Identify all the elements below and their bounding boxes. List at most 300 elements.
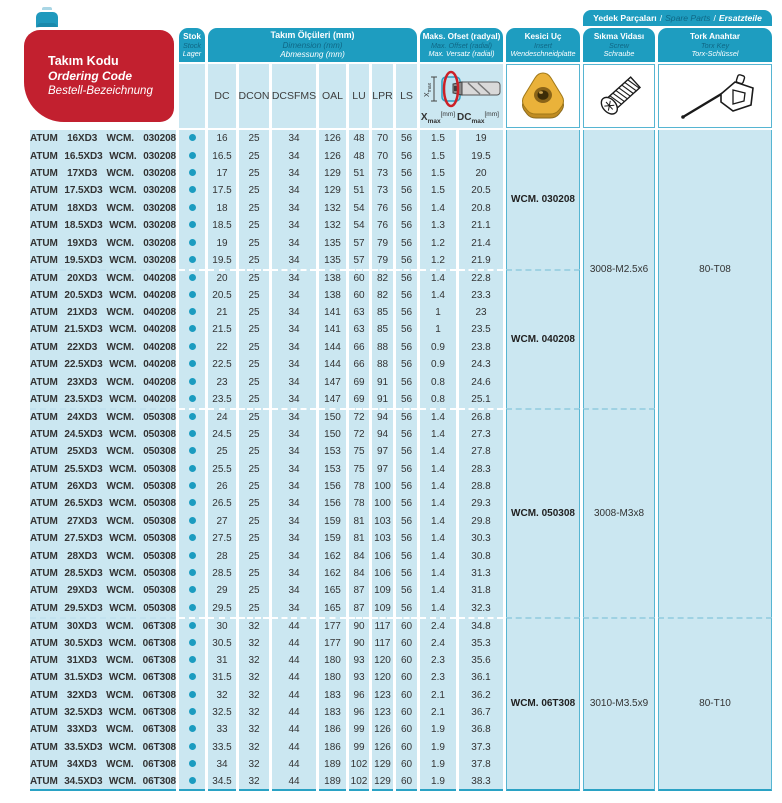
stock-available-dot (189, 256, 196, 263)
lpr-cell: 91 (372, 373, 393, 390)
dcon-cell: 32 (239, 617, 269, 634)
dcsfms-cell: 34 (272, 339, 316, 356)
xmax-cell: 1.4 (420, 460, 456, 477)
dc-cell: 21 (208, 304, 236, 321)
lpr-cell: 106 (372, 565, 393, 582)
lu-cell: 99 (349, 739, 369, 756)
stock-cell (179, 391, 205, 408)
oal-cell: 180 (319, 652, 346, 669)
spare-parts-label-tr: Yedek Parçaları (593, 13, 657, 23)
oal-cell: 150 (319, 408, 346, 425)
dc-cell: 16.5 (208, 147, 236, 164)
stock-available-dot (189, 308, 196, 315)
oal-cell: 126 (319, 130, 346, 147)
ls-cell: 56 (396, 217, 417, 234)
lu-cell: 78 (349, 478, 369, 495)
oal-cell: 144 (319, 356, 346, 373)
stock-available-dot (189, 152, 196, 159)
dcon-cell: 25 (239, 130, 269, 147)
stock-cell (179, 252, 205, 269)
lu-cell: 93 (349, 652, 369, 669)
stock-cell (179, 721, 205, 738)
oal-cell: 189 (319, 773, 346, 790)
oal-cell: 150 (319, 426, 346, 443)
dc-cell: 33.5 (208, 739, 236, 756)
dcon-cell: 25 (239, 513, 269, 530)
dcon-cell: 25 (239, 495, 269, 512)
ordering-code-cell: ATUM 18XD3 WCM. 030208 (30, 200, 176, 217)
ordering-code-cell: ATUM 19XD3 WCM. 030208 (30, 234, 176, 251)
ls-cell: 56 (396, 356, 417, 373)
oal-cell: 132 (319, 200, 346, 217)
stock-cell (179, 460, 205, 477)
product-table (27, 130, 775, 791)
stock-available-dot (189, 517, 196, 524)
dcsfms-cell: 34 (272, 408, 316, 425)
xmax-cell: 1.5 (420, 147, 456, 164)
oal-cell: 141 (319, 321, 346, 338)
table-row (30, 130, 772, 147)
dcon-cell: 25 (239, 339, 269, 356)
xmax-cell: 0.9 (420, 356, 456, 373)
dc-cell: 20 (208, 269, 236, 286)
lpr-cell: 97 (372, 460, 393, 477)
dcmax-cell: 37.8 (459, 756, 503, 773)
lpr-cell: 126 (372, 721, 393, 738)
dcmax-cell: 37.3 (459, 739, 503, 756)
ordering-code-cell: ATUM 31.5XD3 WCM. 06T308 (30, 669, 176, 686)
stock-cell (179, 478, 205, 495)
dcmax-cell: 31.8 (459, 582, 503, 599)
stock-available-dot (189, 656, 196, 663)
dcon-cell: 25 (239, 443, 269, 460)
dcmax-cell: 25.1 (459, 391, 503, 408)
lu-cell: 60 (349, 287, 369, 304)
dcon-cell: 32 (239, 687, 269, 704)
dc-cell: 24 (208, 408, 236, 425)
ordering-code-cell: ATUM 25.5XD3 WCM. 050308 (30, 460, 176, 477)
dcmax-cell: 29.8 (459, 513, 503, 530)
dcsfms-cell: 34 (272, 234, 316, 251)
lpr-cell: 91 (372, 391, 393, 408)
torx-key-icon-cell (658, 64, 772, 128)
stock-available-dot (189, 360, 196, 367)
ordering-code-cell: ATUM 33XD3 WCM. 06T308 (30, 721, 176, 738)
insert-header: Kesici Uç Insert Wendeschneidplatte (506, 28, 580, 62)
dcsfms-cell: 44 (272, 704, 316, 721)
oal-cell: 138 (319, 269, 346, 286)
dcsfms-cell: 44 (272, 634, 316, 651)
ls-cell: 60 (396, 617, 417, 634)
dcon-cell: 25 (239, 408, 269, 425)
lpr-cell: 70 (372, 147, 393, 164)
oal-cell: 126 (319, 147, 346, 164)
oal-cell: 156 (319, 478, 346, 495)
ordering-code-cell: ATUM 28XD3 WCM. 050308 (30, 547, 176, 564)
dcmax-cell: 23.8 (459, 339, 503, 356)
stock-available-dot (189, 482, 196, 489)
dcon-cell: 32 (239, 739, 269, 756)
stock-available-dot (189, 204, 196, 211)
lu-cell: 48 (349, 130, 369, 147)
col-label-dc: DC (208, 64, 236, 128)
xmax-cell: 1.4 (420, 443, 456, 460)
ls-cell: 56 (396, 165, 417, 182)
oal-cell: 180 (319, 669, 346, 686)
dcsfms-cell: 34 (272, 217, 316, 234)
stock-available-dot (189, 447, 196, 454)
dc-cell: 18 (208, 200, 236, 217)
stock-header: Stok Stock Lager (179, 28, 205, 62)
dcmax-cell: 30.8 (459, 547, 503, 564)
lu-cell: 60 (349, 269, 369, 286)
lu-cell: 99 (349, 721, 369, 738)
ls-cell: 56 (396, 408, 417, 425)
dcon-cell: 25 (239, 600, 269, 617)
lpr-cell: 79 (372, 252, 393, 269)
stock-cell (179, 617, 205, 634)
stock-cell (179, 704, 205, 721)
dcsfms-cell: 34 (272, 304, 316, 321)
dcon-cell: 25 (239, 582, 269, 599)
dcon-cell: 25 (239, 460, 269, 477)
max-offset-header: Maks. Ofset (radyal) Max. Offset (radial) Max. Versatz (radial) (420, 28, 503, 62)
dc-cell: 20.5 (208, 287, 236, 304)
ordering-code-label-de: Bestell-Bezeichnung (48, 85, 153, 98)
ls-cell: 56 (396, 373, 417, 390)
dcmax-cell: 38.3 (459, 773, 503, 790)
dc-cell: 31 (208, 652, 236, 669)
dc-cell: 25 (208, 443, 236, 460)
dcsfms-cell: 34 (272, 513, 316, 530)
lu-cell: 90 (349, 634, 369, 651)
oal-cell: 165 (319, 600, 346, 617)
dc-cell: 34.5 (208, 773, 236, 790)
dcmax-cell: 28.3 (459, 460, 503, 477)
stock-available-dot (189, 465, 196, 472)
stock-cell (179, 530, 205, 547)
xmax-cell: 1.3 (420, 217, 456, 234)
dcsfms-cell: 34 (272, 565, 316, 582)
ordering-code-cell: ATUM 23XD3 WCM. 040208 (30, 373, 176, 390)
dcsfms-cell: 34 (272, 443, 316, 460)
lpr-cell: 76 (372, 217, 393, 234)
oal-cell: 135 (319, 234, 346, 251)
dcsfms-cell: 34 (272, 147, 316, 164)
dcmax-cell: 31.3 (459, 565, 503, 582)
ls-cell: 56 (396, 182, 417, 199)
stock-available-dot (189, 604, 196, 611)
insert-icon-cell (506, 64, 580, 128)
dcon-cell: 25 (239, 478, 269, 495)
spare-parts-header: Yedek Parçaları / Spare Parts / Ersatzteile (583, 10, 772, 26)
stock-cell (179, 182, 205, 199)
dcon-cell: 32 (239, 721, 269, 738)
lpr-cell: 117 (372, 617, 393, 634)
lpr-cell: 88 (372, 356, 393, 373)
stock-cell (179, 217, 205, 234)
stock-available-dot (189, 274, 196, 281)
lpr-cell: 123 (372, 704, 393, 721)
xmax-cell: 1.5 (420, 130, 456, 147)
screw-merged-cell: 3008-M3x8 (583, 408, 655, 617)
dc-cell: 30.5 (208, 634, 236, 651)
lu-cell: 87 (349, 600, 369, 617)
xmax-cell: 1.4 (420, 200, 456, 217)
stock-subheader-cell (179, 64, 205, 128)
ls-cell: 60 (396, 739, 417, 756)
lpr-cell: 97 (372, 443, 393, 460)
oal-cell: 183 (319, 687, 346, 704)
dcmax-unit-label: $DC_{max}[mm]$ (457, 111, 499, 125)
dc-cell: 17.5 (208, 182, 236, 199)
ordering-code-label-tr: Takım Kodu (48, 53, 119, 68)
oal-cell: 129 (319, 182, 346, 199)
stock-available-dot (189, 343, 196, 350)
stock-cell (179, 547, 205, 564)
dcsfms-cell: 44 (272, 773, 316, 790)
ls-cell: 56 (396, 304, 417, 321)
oal-cell: 135 (319, 252, 346, 269)
oal-cell: 186 (319, 721, 346, 738)
stock-cell (179, 408, 205, 425)
lpr-cell: 109 (372, 582, 393, 599)
lu-cell: 63 (349, 304, 369, 321)
insert-merged-cell: WCM. 06T308 (506, 617, 580, 791)
dcsfms-cell: 34 (272, 321, 316, 338)
ls-cell: 56 (396, 495, 417, 512)
dcsfms-cell: 44 (272, 687, 316, 704)
oal-cell: 186 (319, 739, 346, 756)
stock-available-dot (189, 725, 196, 732)
stock-available-dot (189, 221, 196, 228)
ordering-code-cell: ATUM 34.5XD3 WCM. 06T308 (30, 773, 176, 790)
stock-cell (179, 739, 205, 756)
xmax-cell: 2.4 (420, 617, 456, 634)
ls-cell: 56 (396, 565, 417, 582)
lu-cell: 51 (349, 165, 369, 182)
dcsfms-cell: 34 (272, 547, 316, 564)
ls-cell: 56 (396, 391, 417, 408)
lpr-cell: 73 (372, 165, 393, 182)
lu-cell: 102 (349, 756, 369, 773)
stock-available-dot (189, 186, 196, 193)
dcon-cell: 25 (239, 426, 269, 443)
xmax-cell: 1.4 (420, 426, 456, 443)
stock-cell (179, 756, 205, 773)
ordering-code-cell: ATUM 29.5XD3 WCM. 050308 (30, 600, 176, 617)
lpr-cell: 120 (372, 669, 393, 686)
dcon-cell: 25 (239, 565, 269, 582)
ls-cell: 60 (396, 773, 417, 790)
oal-cell: 183 (319, 704, 346, 721)
dcon-cell: 32 (239, 756, 269, 773)
oal-cell: 165 (319, 582, 346, 599)
dcmax-cell: 24.6 (459, 373, 503, 390)
stock-available-dot (189, 239, 196, 246)
ordering-code-cell: ATUM 33.5XD3 WCM. 06T308 (30, 739, 176, 756)
ls-cell: 60 (396, 669, 417, 686)
ls-cell: 60 (396, 704, 417, 721)
stock-cell (179, 234, 205, 251)
dcsfms-cell: 44 (272, 756, 316, 773)
oal-cell: 153 (319, 460, 346, 477)
dcmax-cell: 36.8 (459, 721, 503, 738)
stock-cell (179, 321, 205, 338)
oal-cell: 141 (319, 304, 346, 321)
oal-cell: 147 (319, 373, 346, 390)
dcmax-cell: 21.9 (459, 252, 503, 269)
ordering-code-cell: ATUM 27XD3 WCM. 050308 (30, 513, 176, 530)
lu-cell: 72 (349, 408, 369, 425)
oal-cell: 177 (319, 617, 346, 634)
oal-cell: 129 (319, 165, 346, 182)
ordering-code-cell: ATUM 24.5XD3 WCM. 050308 (30, 426, 176, 443)
ordering-code-cell: ATUM 30.5XD3 WCM. 06T308 (30, 634, 176, 651)
stock-available-dot (189, 743, 196, 750)
ls-cell: 56 (396, 443, 417, 460)
dc-cell: 23.5 (208, 391, 236, 408)
stock-available-dot (189, 378, 196, 385)
lu-cell: 72 (349, 426, 369, 443)
ordering-code-cell: ATUM 16XD3 WCM. 030208 (30, 130, 176, 147)
lu-cell: 51 (349, 182, 369, 199)
screw-merged-cell: 3008-M2.5x6 (583, 130, 655, 408)
lu-cell: 66 (349, 356, 369, 373)
stock-available-dot (189, 639, 196, 646)
stock-cell (179, 565, 205, 582)
ls-cell: 56 (396, 426, 417, 443)
stock-available-dot (189, 691, 196, 698)
stock-cell (179, 147, 205, 164)
stock-available-dot (189, 169, 196, 176)
lpr-cell: 103 (372, 530, 393, 547)
lu-cell: 54 (349, 217, 369, 234)
dcsfms-cell: 34 (272, 269, 316, 286)
oal-cell: 132 (319, 217, 346, 234)
col-label-dcsfms: DCSFMS (272, 64, 316, 128)
dc-cell: 32 (208, 687, 236, 704)
dcon-cell: 25 (239, 373, 269, 390)
xmax-cell: 1.4 (420, 269, 456, 286)
dcmax-cell: 21.1 (459, 217, 503, 234)
stock-cell (179, 269, 205, 286)
dcon-cell: 32 (239, 704, 269, 721)
dcmax-cell: 34.8 (459, 617, 503, 634)
lu-cell: 90 (349, 617, 369, 634)
ordering-code-cell: ATUM 17XD3 WCM. 030208 (30, 165, 176, 182)
stock-cell (179, 373, 205, 390)
dcmax-cell: 29.3 (459, 495, 503, 512)
xmax-cell: 2.3 (420, 652, 456, 669)
dcsfms-cell: 34 (272, 287, 316, 304)
dcon-cell: 25 (239, 391, 269, 408)
xmax-cell: 1.4 (420, 530, 456, 547)
dcmax-cell: 27.8 (459, 443, 503, 460)
xmax-cell: 1.9 (420, 756, 456, 773)
col-label-lpr: LPR (372, 64, 393, 128)
ls-cell: 60 (396, 652, 417, 669)
lpr-cell: 94 (372, 408, 393, 425)
dcon-cell: 32 (239, 773, 269, 790)
dcmax-cell: 23 (459, 304, 503, 321)
dc-cell: 17 (208, 165, 236, 182)
dc-cell: 21.5 (208, 321, 236, 338)
ordering-code-cell: ATUM 22XD3 WCM. 040208 (30, 339, 176, 356)
col-label-oal: OAL (319, 64, 346, 128)
ordering-code-cell: ATUM 32.5XD3 WCM. 06T308 (30, 704, 176, 721)
dcon-cell: 25 (239, 200, 269, 217)
dcon-cell: 25 (239, 252, 269, 269)
ls-cell: 56 (396, 130, 417, 147)
lu-cell: 87 (349, 582, 369, 599)
dcsfms-cell: 34 (272, 182, 316, 199)
lu-cell: 54 (349, 200, 369, 217)
lu-cell: 69 (349, 391, 369, 408)
dcsfms-cell: 34 (272, 478, 316, 495)
stock-available-dot (189, 673, 196, 680)
dc-cell: 19 (208, 234, 236, 251)
ls-cell: 56 (396, 147, 417, 164)
insert-icon (510, 68, 576, 124)
dcmax-cell: 19 (459, 130, 503, 147)
xmax-cell: 1.5 (420, 165, 456, 182)
xmax-cell: 0.9 (420, 339, 456, 356)
dc-cell: 27 (208, 513, 236, 530)
xmax-cell: 1 (420, 321, 456, 338)
oal-cell: 138 (319, 287, 346, 304)
lpr-cell: 76 (372, 200, 393, 217)
dcsfms-cell: 34 (272, 600, 316, 617)
dc-cell: 27.5 (208, 530, 236, 547)
ordering-code-cell: ATUM 16.5XD3 WCM. 030208 (30, 147, 176, 164)
ls-cell: 56 (396, 269, 417, 286)
torx-merged-cell: 80-T08 (658, 130, 772, 408)
oal-cell: 159 (319, 530, 346, 547)
xmax-cell: 1 (420, 304, 456, 321)
dcmax-cell: 23.5 (459, 321, 503, 338)
stock-available-dot (189, 413, 196, 420)
stock-cell (179, 443, 205, 460)
stock-cell (179, 687, 205, 704)
stock-available-dot (189, 430, 196, 437)
oal-cell: 159 (319, 513, 346, 530)
lpr-cell: 129 (372, 773, 393, 790)
xmax-cell: 1.4 (420, 600, 456, 617)
lu-cell: 84 (349, 547, 369, 564)
dc-cell: 22 (208, 339, 236, 356)
lu-cell: 75 (349, 460, 369, 477)
xmax-cell: 1.9 (420, 739, 456, 756)
dc-cell: 33 (208, 721, 236, 738)
ordering-code-cell: ATUM 28.5XD3 WCM. 050308 (30, 565, 176, 582)
lu-cell: 75 (349, 443, 369, 460)
xmax-cell: 2.1 (420, 687, 456, 704)
dcmax-cell: 24.3 (459, 356, 503, 373)
ls-cell: 56 (396, 530, 417, 547)
dcmax-cell: 32.3 (459, 600, 503, 617)
dcon-cell: 25 (239, 182, 269, 199)
dcon-cell: 32 (239, 669, 269, 686)
ls-cell: 56 (396, 234, 417, 251)
ordering-code-cell: ATUM 17.5XD3 WCM. 030208 (30, 182, 176, 199)
dc-cell: 24.5 (208, 426, 236, 443)
lpr-cell: 103 (372, 513, 393, 530)
stock-available-dot (189, 777, 196, 784)
ordering-code-cell: ATUM 21.5XD3 WCM. 040208 (30, 321, 176, 338)
lpr-cell: 88 (372, 339, 393, 356)
lpr-cell: 73 (372, 182, 393, 199)
